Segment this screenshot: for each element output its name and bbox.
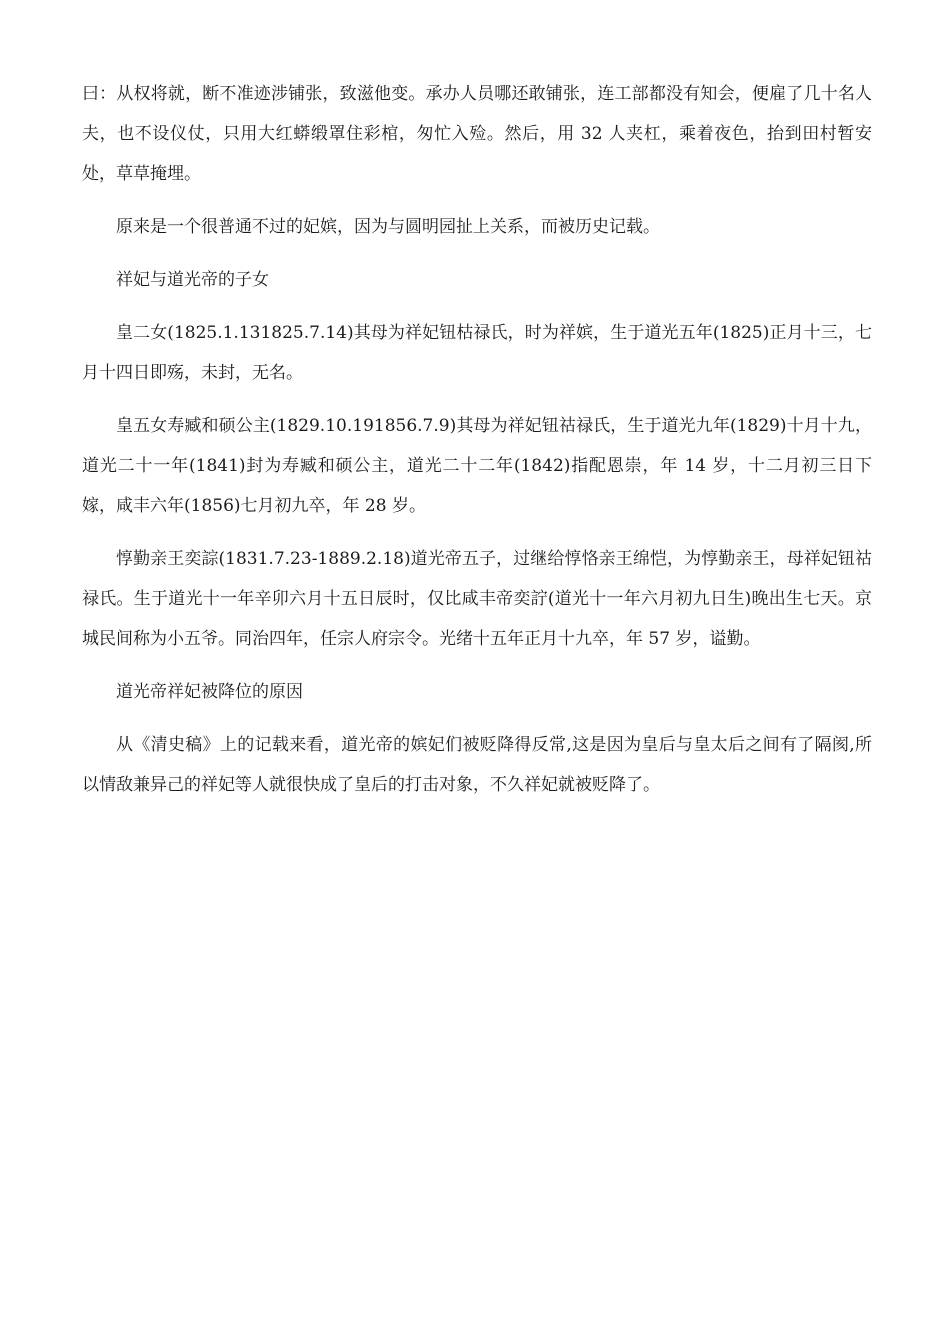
paragraph-prince-dunqin: 惇勤亲王奕誴(1831.7.23-1889.2.18)道光帝五子，过继给惇恪亲王绵恺，为惇勤亲王，母祥妃钮祜禄氏。生于道光十一年辛卯六月十五日辰时，仅比咸丰帝奕詝(道光十一年六月初九日生)晚出生七天。京城民间称为小五爷。同治四年，任宗人府宗令。光绪十五年正月十九卒，年 57 岁，谥勤。: [82, 549, 872, 649]
paragraph-second-daughter: 皇二女(1825.1.131825.7.14)其母为祥妃钮枯禄氏，时为祥嫔，生于道光五年(1825)正月十三，七月十四日即殇，未封，无名。: [82, 323, 872, 383]
paragraph-burial-continuation: 曰：从权将就，断不准迹涉铺张，致滋他变。承办人员哪还敢铺张，连工部都没有知会，便雇了几十名人夫，也不设仪仗，只用大红蟒缎罩住彩棺，匆忙入殓。然后，用 32 人夹杠，乘着夜色，抬到田村暂安处，草草掩埋。: [82, 84, 872, 184]
paragraph-historical-record: 原来是一个很普通不过的妃嫔，因为与圆明园扯上关系，而被历史记载。: [116, 217, 660, 237]
paragraph-fifth-daughter: 皇五女寿臧和硕公主(1829.10.191856.7.9)其母为祥妃钮祜禄氏，生于道光九年(1829)十月十九，道光二十一年(1841)封为寿臧和硕公主，道光二十二年(1842)指配恩崇，年 14 岁，十二月初三日下嫁，咸丰六年(1856)七月初九卒，年 28 岁。: [82, 416, 872, 516]
section-heading-demotion-reason: 道光帝祥妃被降位的原因: [116, 682, 303, 702]
section-heading-children: 祥妃与道光帝的子女: [116, 270, 269, 290]
paragraph-demotion-explanation: 从《清史稿》上的记载来看，道光帝的嫔妃们被贬降得反常,这是因为皇后与皇太后之间有了隔阂,所以情敌兼异己的祥妃等人就很快成了皇后的打击对象，不久祥妃就被贬降了。: [82, 735, 872, 795]
document-body: [82, 74, 872, 818]
